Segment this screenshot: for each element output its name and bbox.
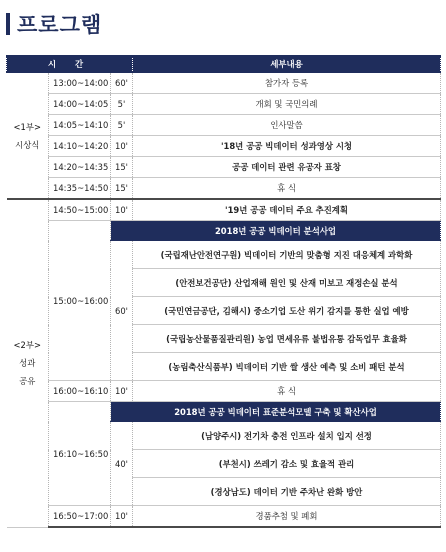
- row-time: 14:35~14:50: [49, 178, 111, 200]
- row-duration: 10': [111, 381, 133, 402]
- session2-label: [7, 199, 49, 527]
- row-content: 경품추첨 및 폐회: [133, 506, 441, 528]
- row-time: 14:05~14:10: [49, 115, 111, 136]
- row-duration: 5': [111, 94, 133, 115]
- block1-item: (국민연금공단, 김해시) 중소기업 도산 위기 감지를 통한 실업 예방: [133, 297, 441, 325]
- session1-part: <1부>: [13, 121, 41, 132]
- block1-duration: 60': [111, 241, 133, 381]
- session2-name-1: 성과: [19, 358, 36, 369]
- table-row: [7, 221, 441, 241]
- table-row: [7, 136, 441, 157]
- table-header-row: [7, 56, 441, 73]
- row-time: 16:50~17:00: [49, 506, 111, 528]
- table-row: [7, 199, 441, 221]
- block1-item: (농림축산식품부) 빅데이터 기반 쌀 생산 예측 및 소비 패턴 분석: [133, 353, 441, 381]
- table-row: [7, 94, 441, 115]
- block2-item: (남양주시) 전기차 충전 인프라 설치 입지 선정: [133, 422, 441, 450]
- title-accent-bar: [6, 13, 10, 35]
- session1-name: 시상식: [15, 139, 40, 150]
- session2-name-2: 공유: [19, 376, 36, 387]
- table-row: [7, 115, 441, 136]
- block2-time: 16:10~16:50: [49, 402, 111, 506]
- block1-item: (안전보건공단) 산업재해 원인 및 산재 미보고 재정손실 분석: [133, 269, 441, 297]
- row-duration: 10': [111, 506, 133, 528]
- program-table: [6, 55, 441, 528]
- row-time: 14:20~14:35: [49, 157, 111, 178]
- table-row: [7, 381, 441, 402]
- row-duration: 60': [111, 73, 133, 94]
- row-duration: 5': [111, 115, 133, 136]
- row-time: 14:00~14:05: [49, 94, 111, 115]
- block1-header: 2018년 공공 빅데이터 분석사업: [111, 221, 441, 241]
- block1-item: (국립재난안전연구원) 빅데이터 기반의 맞춤형 지진 대응체계 과학화: [133, 241, 441, 269]
- row-time: 13:00~14:00: [49, 73, 111, 94]
- session2-part: <2부>: [13, 340, 41, 351]
- row-content: '19년 공공 데이터 주요 추진계획: [133, 199, 441, 221]
- row-content: 휴 식: [133, 381, 441, 402]
- row-time: 14:50~15:00: [49, 199, 111, 221]
- row-content: 개회 및 국민의례: [133, 94, 441, 115]
- title-text: 프로그램: [17, 13, 103, 37]
- row-content: 참가자 등록: [133, 73, 441, 94]
- session1-label: [7, 73, 49, 200]
- row-content: 인사말씀: [133, 115, 441, 136]
- row-time: 14:10~14:20: [49, 136, 111, 157]
- table-row: [7, 157, 441, 178]
- row-duration: 10': [111, 136, 133, 157]
- row-content: 휴 식: [133, 178, 441, 200]
- block2-header: 2018년 공공 빅데이터 표준분석모델 구축 및 확산사업: [111, 402, 441, 422]
- header-detail: 세부내용: [133, 56, 441, 73]
- table-row: [7, 73, 441, 94]
- row-duration: 15': [111, 178, 133, 200]
- table-row: [7, 178, 441, 200]
- table-row: [7, 402, 441, 422]
- block2-item: (경상남도) 데이터 기반 주차난 완화 방안: [133, 478, 441, 506]
- page-title: [6, 8, 102, 40]
- row-duration: 10': [111, 199, 133, 221]
- row-content: 공공 데이터 관련 유공자 표창: [133, 157, 441, 178]
- row-duration: 15': [111, 157, 133, 178]
- block2-item: (부천시) 쓰레기 감소 및 효율적 관리: [133, 450, 441, 478]
- header-time: 시 간: [7, 56, 133, 73]
- block1-time: 15:00~16:00: [49, 221, 111, 381]
- block1-item: (국립농산물품질관리원) 농업 면세유류 불법유통 감독업무 효율화: [133, 325, 441, 353]
- table-row: [7, 506, 441, 528]
- row-content: '18년 공공 빅데이터 성과영상 시청: [133, 136, 441, 157]
- row-time: 16:00~16:10: [49, 381, 111, 402]
- block2-duration: 40': [111, 422, 133, 506]
